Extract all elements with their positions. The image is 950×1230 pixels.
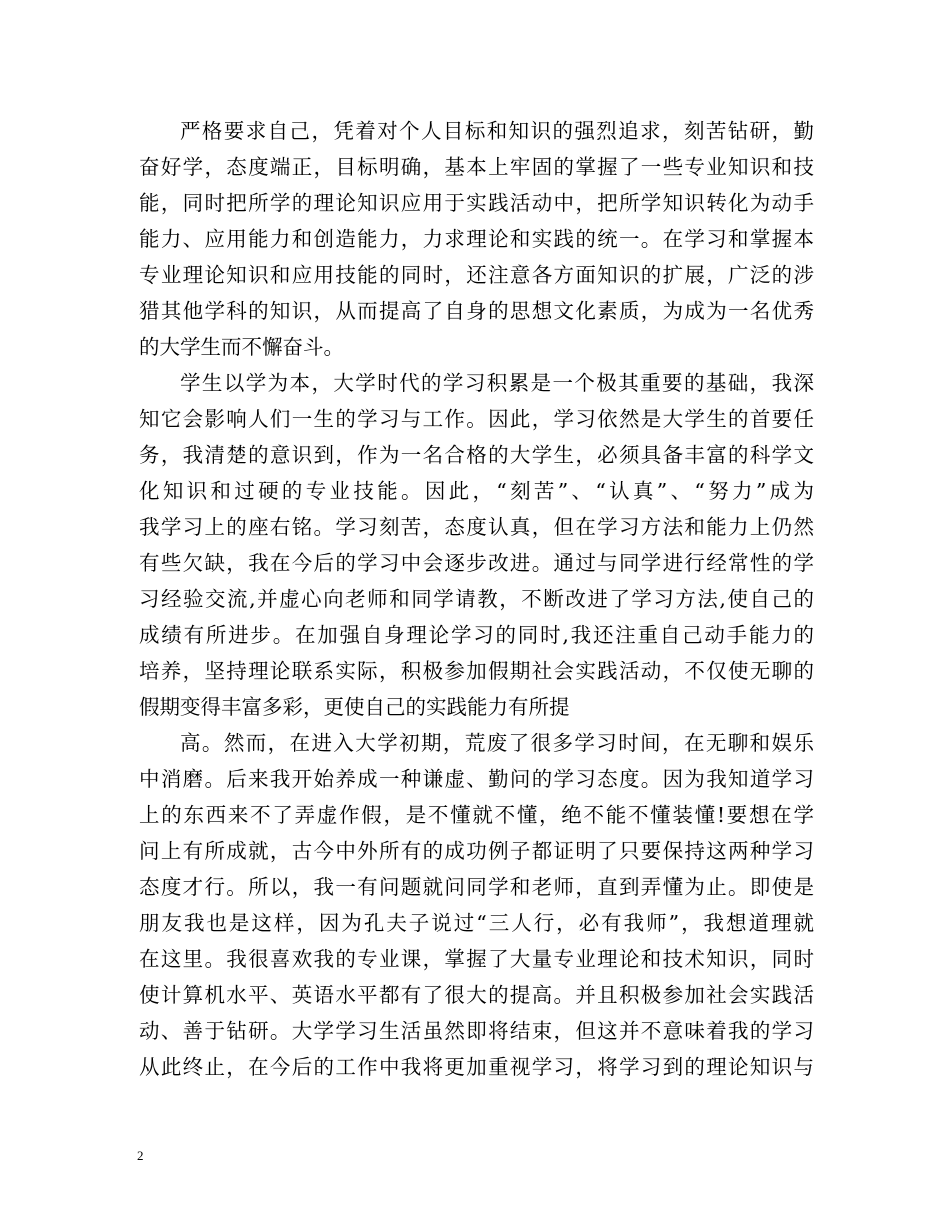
text-line: 上的东西来不了弄虚作假，是不懂就不懂，绝不能不懂装懂!要想在学 xyxy=(139,803,814,827)
paragraph-1 xyxy=(139,113,814,365)
text-line: 化知识和过硬的专业技能。因此，“刻苦”、“认真”、“努力”成为 xyxy=(139,479,814,503)
paragraph-3 xyxy=(139,725,814,1085)
text-line: 能，同时把所学的理论知识应用于实践活动中，把所学知识转化为动手 xyxy=(139,191,814,215)
text-line: 的大学生而不懈奋斗。 xyxy=(139,335,344,359)
paragraph-2 xyxy=(139,365,814,725)
text-line: 成绩有所进步。在加强自身理论学习的同时,我还注重自己动手能力的 xyxy=(139,623,814,647)
text-line: 务，我清楚的意识到，作为一名合格的大学生，必须具备丰富的科学文 xyxy=(139,443,814,467)
text-line: 能力、应用能力和创造能力，力求理论和实践的统一。在学习和掌握本 xyxy=(139,227,814,251)
text-line: 专业理论知识和应用技能的同时，还注意各方面知识的扩展，广泛的涉 xyxy=(139,263,814,287)
text-line: 假期变得丰富多彩，更使自己的实践能力有所提 xyxy=(139,695,570,719)
text-line: 猎其他学科的知识，从而提高了自身的思想文化素质，为成为一名优秀 xyxy=(139,299,814,323)
text-line: 从此终止，在今后的工作中我将更加重视学习，将学习到的理论知识与 xyxy=(139,1055,814,1079)
text-line: 我学习上的座右铭。学习刻苦，态度认真，但在学习方法和能力上仍然 xyxy=(139,515,814,539)
text-line: 朋友我也是这样，因为孔夫子说过“三人行，必有我师”，我想道理就 xyxy=(139,911,814,935)
page-number: 2 xyxy=(137,1148,144,1163)
text-line: 高。然而，在进入大学初期，荒废了很多学习时间，在无聊和娱乐 xyxy=(180,731,814,755)
text-line: 动、善于钻研。大学学习生活虽然即将结束，但这并不意味着我的学习 xyxy=(139,1019,814,1043)
text-line: 问上有所成就，古今中外所有的成功例子都证明了只要保持这两种学习 xyxy=(139,839,814,863)
text-line: 在这里。我很喜欢我的专业课，掌握了大量专业理论和技术知识，同时 xyxy=(139,947,814,971)
text-line: 态度才行。所以，我一有问题就问同学和老师，直到弄懂为止。即使是 xyxy=(139,875,814,899)
text-line: 使计算机水平、英语水平都有了很大的提高。并且积极参加社会实践活 xyxy=(139,983,814,1007)
text-line: 严格要求自己，凭着对个人目标和知识的强烈追求，刻苦钻研，勤 xyxy=(180,119,814,143)
text-line: 习经验交流,并虚心向老师和同学请教，不断改进了学习方法,使自己的 xyxy=(139,587,814,611)
text-line: 知它会影响人们一生的学习与工作。因此，学习依然是大学生的首要任 xyxy=(139,407,814,431)
text-line: 中消磨。后来我开始养成一种谦虚、勤问的学习态度。因为我知道学习 xyxy=(139,767,814,791)
text-line: 培养，坚持理论联系实际，积极参加假期社会实践活动，不仅使无聊的 xyxy=(139,659,814,683)
body-text xyxy=(139,113,814,1085)
text-line: 奋好学，态度端正，目标明确，基本上牢固的掌握了一些专业知识和技 xyxy=(139,155,814,179)
text-line: 学生以学为本，大学时代的学习积累是一个极其重要的基础，我深 xyxy=(180,371,814,395)
text-line: 有些欠缺，我在今后的学习中会逐步改进。通过与同学进行经常性的学 xyxy=(139,551,814,575)
